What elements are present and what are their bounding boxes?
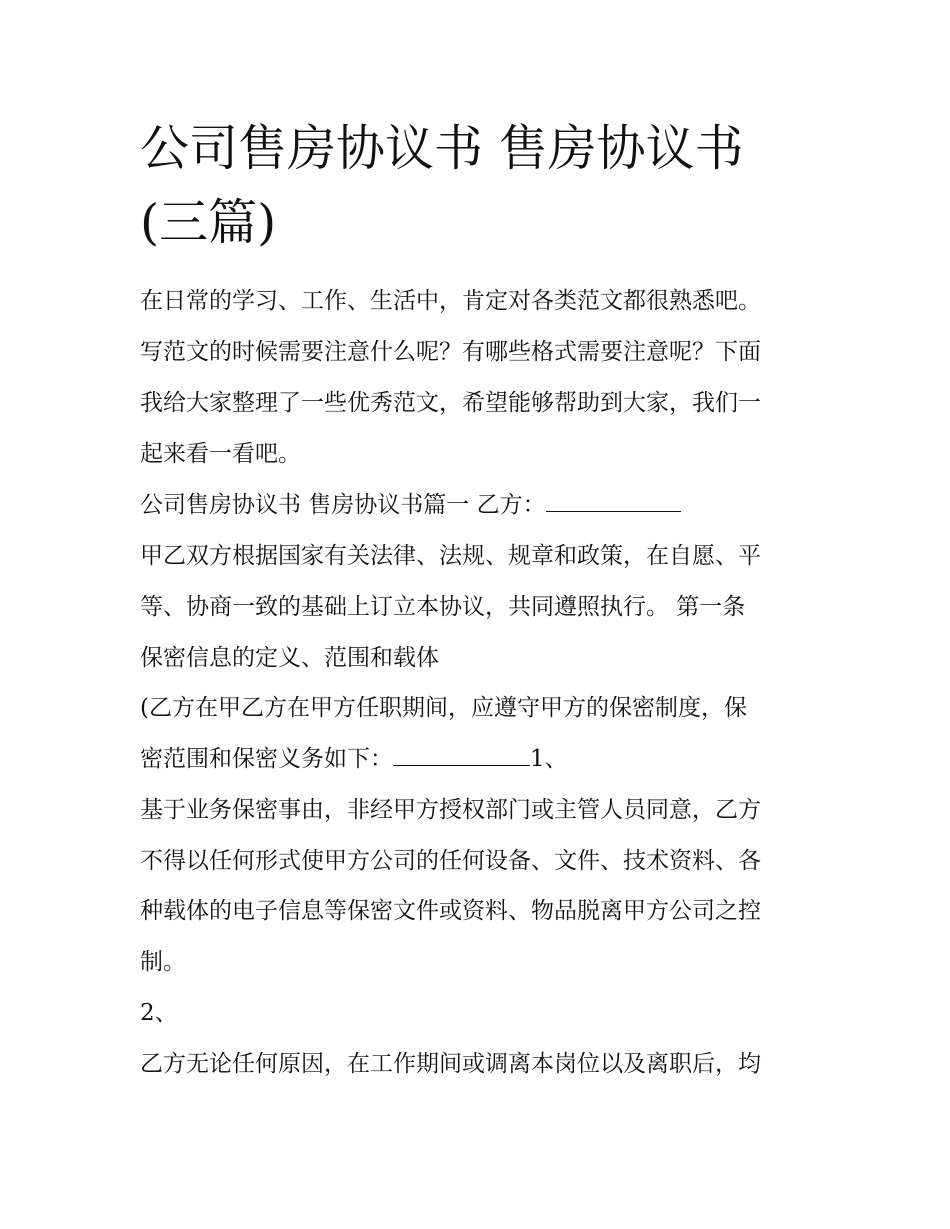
item-number-1: 1、 (530, 746, 568, 772)
title-line-1: 公司售房协议书 售房协议书 (140, 120, 744, 177)
body-line-11: 基于业务保密事由，非经甲方授权部门或主管人员同意，乙方 (140, 797, 761, 823)
body-line-12: 不得以任何形式使甲方公司的任何设备、文件、技术资料、各 (140, 848, 761, 874)
body-line-15: 2、 (140, 1000, 178, 1026)
body-line-10 (140, 743, 820, 775)
document-page (140, 0, 820, 1229)
body-line-13: 种载体的电子信息等保密文件或资料、物品脱离甲方公司之控 (140, 898, 761, 924)
scope-blank (393, 743, 530, 766)
section-heading-text: 公司售房协议书 售房协议书篇一 乙方： (140, 492, 546, 518)
body-line-6: 甲乙双方根据国家有关法律、法规、规章和政策，在自愿、平 (140, 543, 761, 569)
body-line-4: 起来看一看吧。 (140, 441, 301, 467)
body-line-2: 写范文的时候需要注意什么呢？有哪些格式需要注意呢？下面 (140, 339, 761, 365)
body-line-5 (140, 489, 820, 521)
body-line-7: 等、协商一致的基础上订立本协议，共同遵照执行。 第一条 (140, 594, 746, 620)
body-line-3: 我给大家整理了一些优秀范文，希望能够帮助到大家，我们一 (140, 390, 761, 416)
body-line-16: 乙方无论任何原因，在工作期间或调离本岗位以及离职后，均 (140, 1051, 761, 1077)
document-title (140, 112, 820, 260)
body-line-1: 在日常的学习、工作、生活中，肯定对各类范文都很熟悉吧。 (140, 288, 761, 314)
body-line-9: (乙方在甲乙方在甲方任职期间，应遵守甲方的保密制度，保 (140, 695, 747, 721)
party-b-blank (546, 489, 681, 512)
body-line-8: 保密信息的定义、范围和载体 (140, 645, 439, 671)
confidentiality-scope-text: 密范围和保密义务如下： (140, 746, 393, 772)
body-line-14: 制。 (140, 949, 186, 975)
title-line-2: (三篇) (140, 194, 277, 251)
